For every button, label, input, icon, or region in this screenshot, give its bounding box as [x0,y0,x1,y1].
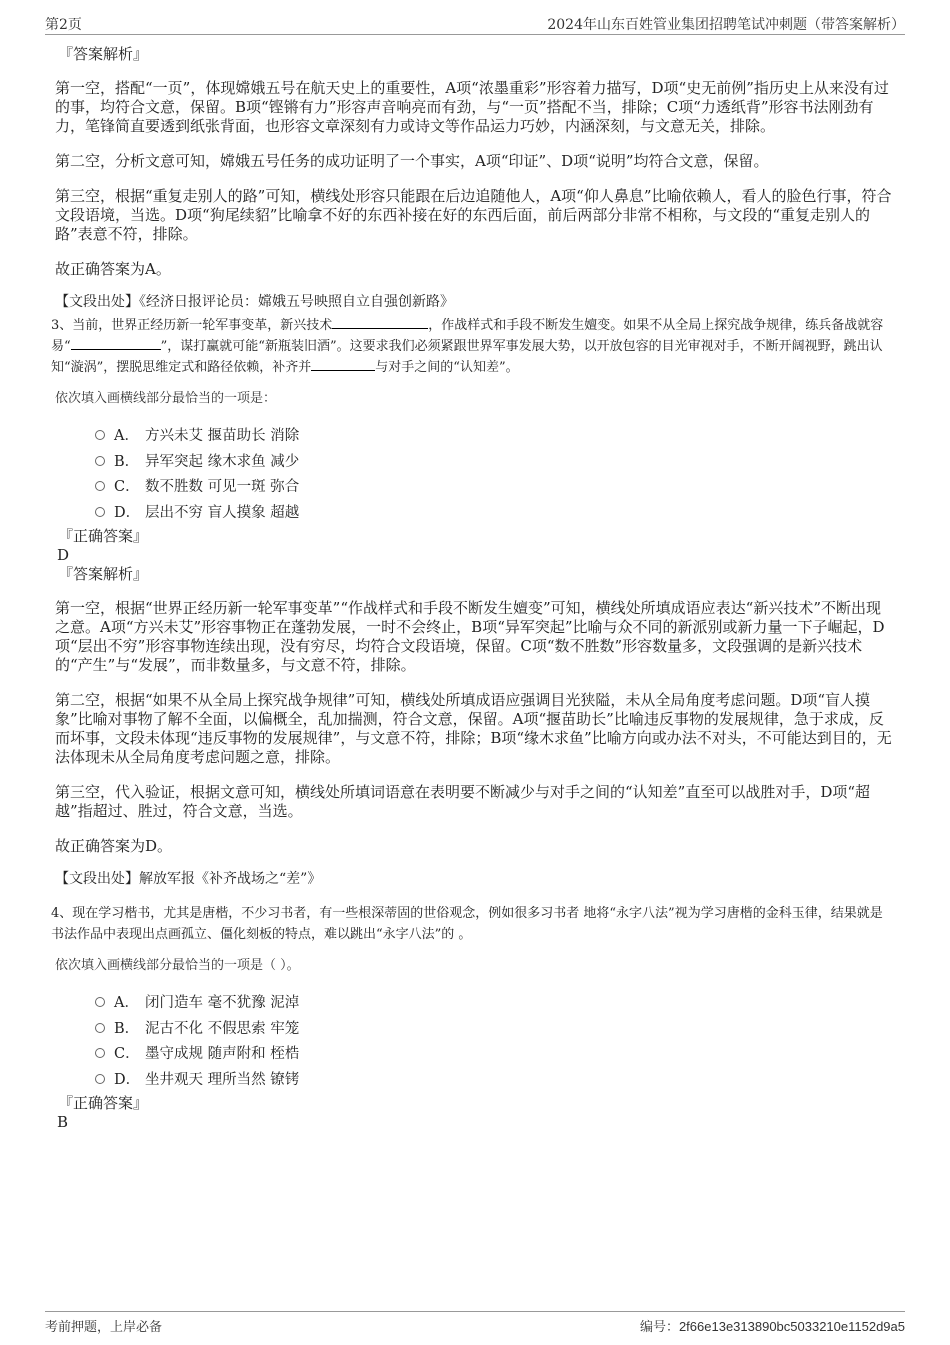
q2-analysis-p3: 第三空，根据“重复走别人的路”可知，横线处形容只能跟在后边追随他人，A项“仰人鼻息”比喻依赖人，看人的脸色行事，符合文段语境，当选。D项“狗尾续貂”比喻拿不好的东西补接在好的东西后面，前后两部分非常不相称，与文段的“重复走别人的路”表意不符，排除。 [55,187,892,243]
q3-options [95,424,895,526]
q2-analysis-p1: 第一空，搭配“一页”，体现嫦娥五号在航天史上的重要性，A项“浓墨重彩”形容着力描写，D项“史无前例”指历史上从来没有过的事，均符合文意，保留。B项“铿锵有力”形容声音响亮而有劲，与“一页”搭配不当，排除；C项“力透纸背”形容书法刚劲有力，笔锋简直要透到纸张背面，也形容文章深刻有力或诗文等作品运力巧妙，内涵深刻，与文意无关，排除。 [55,79,889,135]
q3-option-b[interactable]: B． 异军突起 缘木求鱼 减少 [95,450,895,476]
q4-prompt: 依次填入画横线部分最恰当的一项是（ ）。 [55,958,300,973]
radio-icon[interactable] [95,456,105,466]
radio-icon[interactable] [95,1074,105,1084]
q4-stem: 4、现在学习楷书，尤其是唐楷，不少习书者，有一些根深蒂固的世俗观念，例如很多习书者 地将“永字八法”视为学习唐楷的金科玉律，结果就是书法作品中表现出点画孤立、僵化刻板的特点，难以跳出“永字八法”的 。 [51,906,883,942]
q3-conclusion: 故正确答案为D。 [55,837,173,855]
radio-icon[interactable] [95,481,105,491]
radio-icon[interactable] [95,430,105,440]
radio-icon[interactable] [95,997,105,1007]
q4-options [95,991,895,1093]
q3-stem: 3、当前，世界正经历新一轮军事变革，新兴技术 ，作战样式和手段不断发生嬗变。如果不从全局上探究战争规律，练兵备战就容易“ ”，谋打赢就可能“新瓶装旧酒”。这要求我们必须紧跟世界军事发展大势，以开放包容的目光审视对手，不断开阔视野，跳出认知“漩涡”，摆脱思维定式和路径依赖，补齐并 与对手之间的“认知差”。 [51,315,895,378]
q3-option-d[interactable]: D． 层出不穷 盲人摸象 超越 [95,501,895,527]
q3-option-c[interactable]: C． 数不胜数 可见一斑 弥合 [95,475,895,501]
page-header [45,12,905,35]
q3-source: 【文段出处】解放军报《补齐战场之“差”》 [55,871,322,887]
q3-analysis-p3: 第三空，代入验证，根据文意可知，横线处所填词语意在表明要不断减少与对手之间的“认知差”直至可以战胜对手，D项“超越”指超过、胜过，符合文意，当选。 [55,783,871,820]
radio-icon[interactable] [95,1023,105,1033]
q3-analysis-p2: 第二空，根据“如果不从全局上探究战争规律”可知，横线处所填成语应强调目光狭隘，未从全局角度考虑问题。D项“盲人摸象”比喻对事物了解不全面，以偏概全，乱加揣测，符合文意，保留。A项“揠苗助长”比喻违反事物的发展规律，急于求成，反而坏事，文段未体现“违反事物的发展规律”，与文意不符，排除；B项“缘木求鱼”比喻方向或办法不对头，不可能达到目的，无法体现未从全局角度考虑问题之意，排除。 [55,691,892,766]
q4-option-a[interactable]: A． 闭门造车 毫不犹豫 泥淖 [95,991,895,1017]
q2-conclusion: 故正确答案为A。 [55,260,171,278]
q3-analysis-p1: 第一空，根据“世界正经历新一轮军事变革”“作战样式和手段不断发生嬗变”可知，横线处所填成语应表达“新兴技术”不断出现之意。A项“方兴未艾”形容事物正在蓬勃发展，一时不会终止，B项“异军突起”比喻与众不同的新派别或新力量一下子崛起，D项“层出不穷”形容事物连续出现，没有穷尽，均符合文段语境，保留。C项“数不胜数”形容数量多，文段强调的是新兴技术的“产生”与“发展”，而非数量多，与文意不符，排除。 [55,599,885,674]
q2-source: 【文段出处】《经济日报评论员：嫦娥五号映照自立自强创新路》 [55,294,454,310]
page-footer [45,1311,905,1338]
footer-slogan: 考前押题，上岸必备 [45,1320,163,1335]
q4-option-c[interactable]: C． 墨守成规 随声附和 桎梏 [95,1042,895,1068]
q2-analysis-p2: 第二空，分析文意可知，嫦娥五号任务的成功证明了一个事实，A项“印证”、D项“说明”均符合文意，保留。 [55,152,769,170]
document-body [51,44,895,1131]
document-code: 编号：2f66e13e313890bc5033210e1152d9a5 [639,1319,905,1335]
correct-answer-label: 『正确答案』 [58,1094,149,1112]
correct-answer-label: 『正确答案』 [58,527,149,545]
q3-option-a[interactable]: A． 方兴未艾 揠苗助长 消除 [95,424,895,450]
analysis-label: 『答案解析』 [58,565,149,583]
analysis-label: 『答案解析』 [58,45,149,63]
q3-blank-1 [332,315,428,329]
q3-blank-2 [71,336,161,350]
q3-prompt: 依次填入画横线部分最恰当的一项是： [55,391,277,406]
document-title: 2024年山东百姓管业集团招聘笔试冲刺题（带答案解析） [547,17,905,33]
q3-blank-3 [311,357,375,371]
q4-option-d[interactable]: D． 坐井观天 理所当然 镣铐 [95,1068,895,1094]
q3-answer: D [57,546,70,564]
q4-option-b[interactable]: B． 泥古不化 不假思索 牢笼 [95,1017,895,1043]
radio-icon[interactable] [95,1048,105,1058]
radio-icon[interactable] [95,507,105,517]
q4-answer: B [57,1113,69,1131]
page-number: 第2页 [45,17,82,33]
